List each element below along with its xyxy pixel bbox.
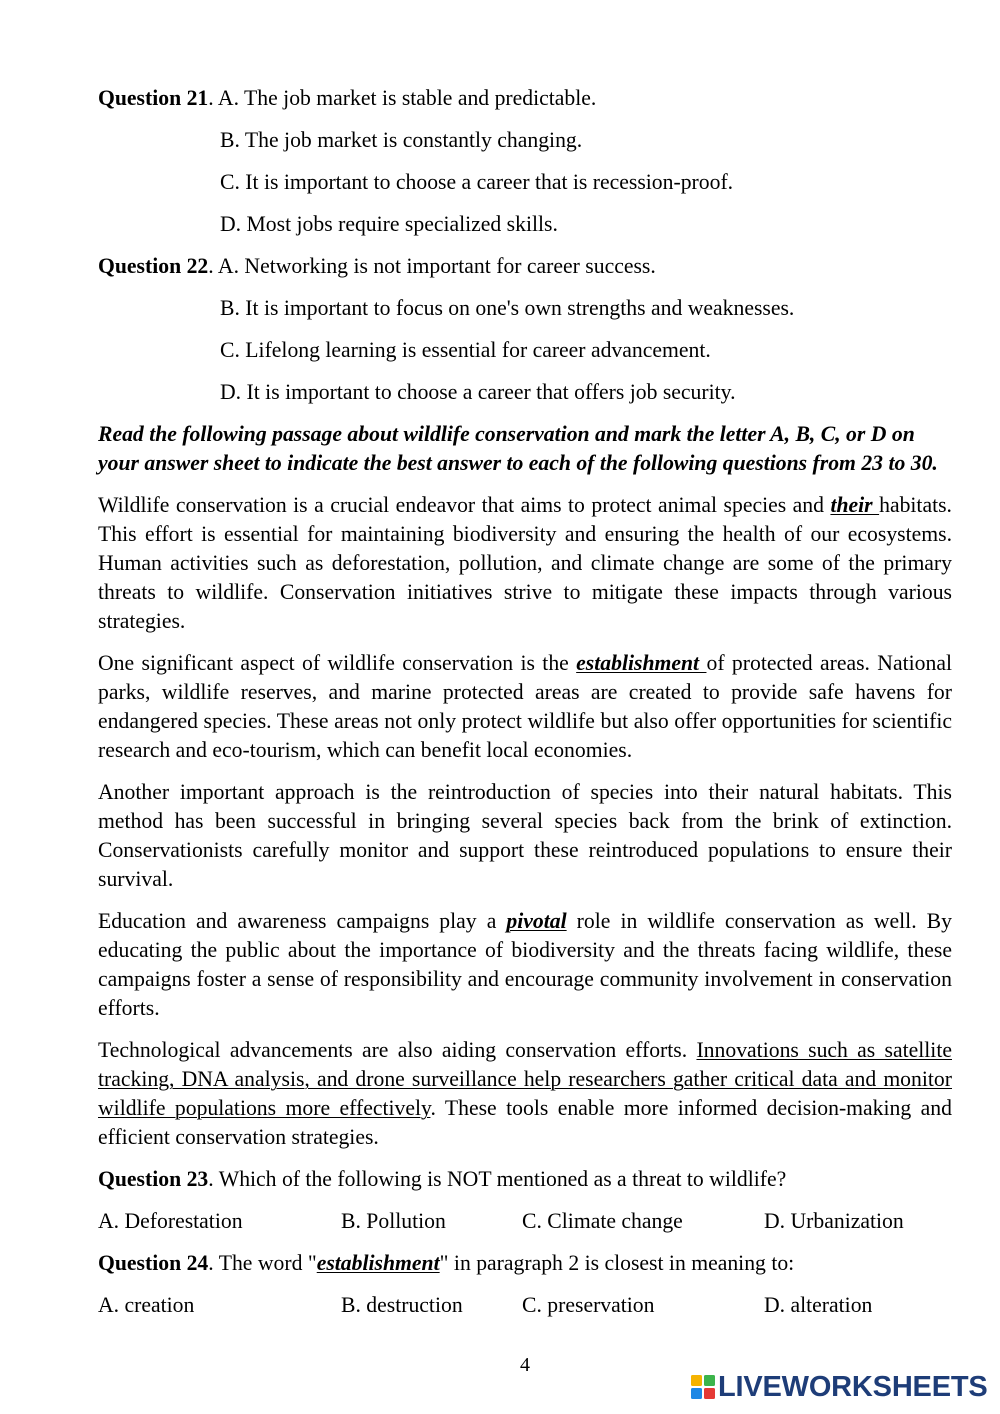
question-24-line xyxy=(98,1249,952,1278)
question-23-options xyxy=(98,1207,952,1236)
passage-paragraph-2-before: One significant aspect of wildlife conservation is the xyxy=(98,651,577,675)
liveworksheets-wordmark: LIVEWORKSHEETS xyxy=(718,1371,988,1403)
passage-paragraph-4 xyxy=(98,907,952,1023)
reading-passage xyxy=(98,491,952,1152)
passage-paragraph-2 xyxy=(98,649,952,765)
liveworksheets-logo xyxy=(690,1373,988,1401)
question-23-label: Question 23 xyxy=(98,1167,209,1191)
passage-paragraph-2-after: of protected areas. National parks, wildlife reserves, and marine protected areas are created to provide safe havens for endangered species. These areas not only protect wildlife but also offer opportunities for scientific research and eco-tourism, which can benefit local economies. xyxy=(98,651,952,762)
question-22-separator: . xyxy=(208,254,218,278)
question-22-option-d: D. It is important to choose a career that offers job security. xyxy=(220,380,736,404)
question-21-option-c: C. It is important to choose a career that is recession-proof. xyxy=(220,170,734,194)
question-22 xyxy=(98,252,952,407)
question-22-option-b: B. It is important to focus on one's own strengths and weaknesses. xyxy=(220,296,795,320)
question-22-line xyxy=(98,252,952,281)
question-23-option-a: A. Deforestation xyxy=(98,1209,243,1233)
question-21-label: Question 21 xyxy=(98,86,209,110)
question-23-text: Which of the following is NOT mentioned as a threat to wildlife? xyxy=(218,1167,787,1191)
passage-paragraph-1 xyxy=(98,491,952,636)
passage-keyword-pivotal: pivotal xyxy=(506,909,567,933)
question-22-option-a: A. Networking is not important for career success. xyxy=(217,254,656,278)
question-21-line xyxy=(98,84,952,113)
worksheet-content xyxy=(98,84,952,1333)
passage-keyword-their: their xyxy=(830,493,880,517)
logo-tile-3 xyxy=(691,1388,702,1399)
question-24-keyword: establishment xyxy=(316,1251,440,1275)
passage-paragraph-1-before: Wildlife conservation is a crucial endeavor that aims to protect animal species and xyxy=(98,493,831,517)
passage-underlined-sentence: Innovations such as satellite tracking, DNA analysis, and drone surveillance help researchers gather critical data and monitor wildlife populations more effectively xyxy=(98,1038,952,1120)
question-24-text-after: " in paragraph 2 is closest in meaning to: xyxy=(439,1251,795,1275)
question-24-option-c: C. preservation xyxy=(522,1293,655,1317)
question-24-option-d: D. alteration xyxy=(764,1293,873,1317)
question-22-option-c: C. Lifelong learning is essential for career advancement. xyxy=(220,338,711,362)
question-24 xyxy=(98,1249,952,1320)
passage-keyword-establishment: establishment xyxy=(576,651,707,675)
question-21-option-b: B. The job market is constantly changing. xyxy=(220,128,583,152)
question-21-option-d: D. Most jobs require specialized skills. xyxy=(220,212,558,236)
passage-paragraph-5-before: Technological advancements are also aiding conservation efforts. xyxy=(98,1038,697,1062)
question-24-separator: . xyxy=(208,1251,219,1275)
question-23-option-c: C. Climate change xyxy=(522,1209,683,1233)
question-23-option-b: B. Pollution xyxy=(341,1209,446,1233)
question-22-label: Question 22 xyxy=(98,254,209,278)
passage-paragraph-4-after: role in wildlife conservation as well. By educating the public about the importance of biodiversity and the threats facing wildlife, these campaigns foster a sense of responsibility and encourage community involvement in conservation efforts. xyxy=(98,909,952,1020)
passage-paragraph-4-before: Education and awareness campaigns play a xyxy=(98,909,507,933)
question-24-label: Question 24 xyxy=(98,1251,209,1275)
question-23-line xyxy=(98,1165,952,1194)
question-24-options xyxy=(98,1291,952,1320)
reading-instruction: Read the following passage about wildlife conservation and mark the letter A, B, C, or D on your answer sheet to indicate the best answer to each of the following questions from 23 to 30. xyxy=(98,422,938,475)
question-23-separator: . xyxy=(208,1167,219,1191)
question-24-option-a: A. creation xyxy=(98,1293,195,1317)
question-23-option-d: D. Urbanization xyxy=(764,1209,904,1233)
passage-paragraph-5 xyxy=(98,1036,952,1152)
liveworksheets-logo-icon xyxy=(690,1374,716,1400)
question-21-separator: . xyxy=(208,86,218,110)
logo-tile-1 xyxy=(691,1375,702,1386)
logo-tile-4 xyxy=(704,1388,715,1399)
logo-tile-2 xyxy=(704,1375,715,1386)
question-23 xyxy=(98,1165,952,1236)
passage-paragraph-1-after: habitats. This effort is essential for maintaining biodiversity and ensuring the health of our ecosystems. Human activities such as deforestation, pollution, and climate change are some of the primary threats to wildlife. Conservation initiatives strive to mitigate these impacts through various strategies. xyxy=(98,493,952,633)
question-21 xyxy=(98,84,952,239)
question-24-option-b: B. destruction xyxy=(341,1293,463,1317)
passage-paragraph-3: Another important approach is the reintroduction of species into their natural habitats. This method has been successful in bringing several species back from the brink of extinction. Conservationists carefully monitor and support these reintroduced populations to ensure their survival. xyxy=(98,780,952,891)
passage-paragraph-5-after: . These tools enable more informed decision-making and efficient conservation strategies. xyxy=(98,1096,952,1149)
question-21-option-a: A. The job market is stable and predictable. xyxy=(217,86,597,110)
question-24-text-before: The word " xyxy=(218,1251,317,1275)
page-number: 4 xyxy=(520,1354,530,1376)
